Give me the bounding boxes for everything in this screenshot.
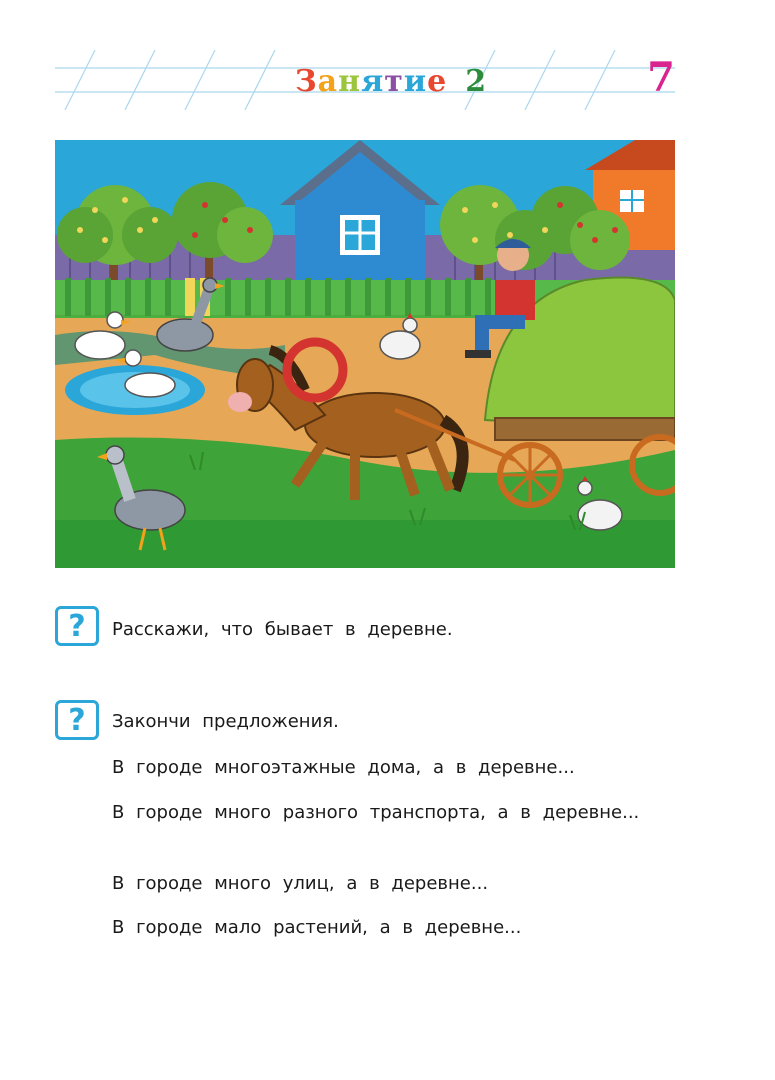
village-illustration (55, 140, 675, 568)
lesson-word-letter: и (403, 64, 428, 99)
lesson-word-letter: я (361, 64, 385, 99)
lesson-word-letter: а (317, 64, 339, 99)
sentence: В городе много улиц, а в деревне... (112, 873, 489, 894)
sentence: В городе мало растений, а в деревне... (112, 917, 522, 938)
lesson-word-letter: н (338, 64, 362, 99)
question-text: Закончи предложения. (112, 711, 339, 732)
lesson-word-letter: е (427, 64, 448, 99)
lesson-word (295, 64, 447, 99)
question-icon: ? (55, 700, 99, 740)
lesson-number: 2 (465, 64, 488, 99)
page-header (55, 50, 675, 110)
lesson-word-letter: т (384, 64, 404, 99)
sentence: В городе многоэтажные дома, а в деревне... (112, 757, 575, 778)
sentence: В городе много разного транспорта, а в деревне... (112, 802, 640, 823)
lesson-word-letter: З (295, 64, 318, 99)
village-scene (55, 140, 675, 568)
question-text: Расскажи, что бывает в деревне. (112, 619, 453, 640)
page-number: 7 (647, 54, 675, 101)
lesson-title (295, 64, 487, 99)
question-icon: ? (55, 606, 99, 646)
